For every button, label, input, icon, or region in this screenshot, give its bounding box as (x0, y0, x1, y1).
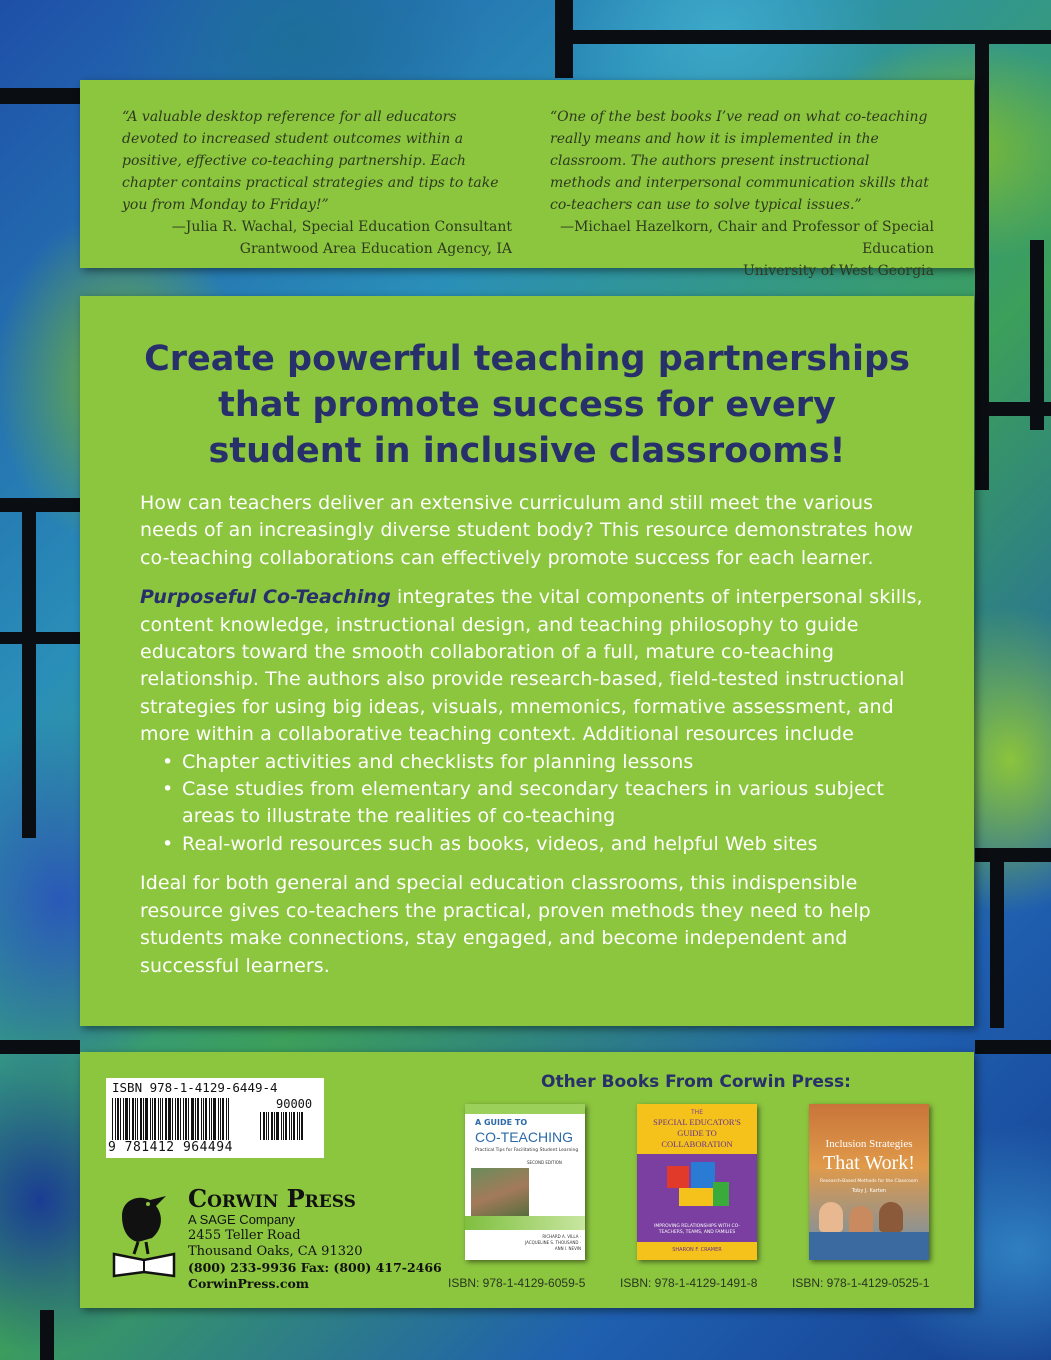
background-line (975, 30, 989, 490)
book-cover-subtitle: Research-Based Methods for the Classroom (820, 1179, 918, 1184)
barcode-bar (263, 1112, 265, 1140)
barcode-bar (289, 1112, 290, 1140)
price-code: 90000 (276, 1097, 313, 1111)
barcode-bar (276, 1112, 279, 1140)
book-cover-inclusion-strategies (809, 1104, 929, 1260)
barcode-bar (115, 1098, 116, 1140)
endorsement-2-attribution-line1: —Michael Hazelkorn, Chair and Professor of Special Education (560, 219, 934, 257)
other-books-heading: Other Books From Corwin Press: (541, 1072, 851, 1092)
endorsement-2-quote: “One of the best books I’ve read on what co-teaching really means and how it is implemented in the classroom. The authors present instructional methods and interpersonal communication skills that co-teachers can use to solve typical issues.” (550, 109, 929, 213)
book-cover-subtitle: IMPROVING RELATIONSHIPS WITH CO-TEACHERS, TEAMS, AND FAMILIES (654, 1224, 740, 1235)
barcode-bar (172, 1098, 173, 1140)
barcode-bar (228, 1098, 229, 1140)
barcode-bar (281, 1112, 282, 1140)
barcode-bar (205, 1098, 207, 1140)
endorsement-2-attribution-line2: University of West Georgia (742, 263, 934, 279)
barcode-bar (123, 1098, 124, 1140)
publisher-address-line1: 2455 Teller Road (188, 1228, 301, 1243)
paragraph-intro: How can teachers deliver an extensive curriculum and still meet the various needs of an increasingly diverse student body? This resource demonstrates how co-teaching collaborations can effectively promote success for each learner. (140, 492, 914, 569)
barcode-bar (222, 1098, 224, 1140)
endorsement-1-attribution-line1: —Julia R. Wachal, Special Education Consultant (171, 219, 512, 235)
barcode-bar (145, 1098, 148, 1140)
barcode-bar (185, 1098, 187, 1140)
ean-digits: 9 781412 964494 (108, 1140, 233, 1155)
book-cover-authors: SHARON F. CRAMER (672, 1247, 722, 1253)
barcode-bar (140, 1098, 142, 1140)
book-cover-authors: Toby J. Karten (851, 1188, 887, 1194)
endorsement-1-quote: “A valuable desktop reference for all educators devoted to increased student outcomes within a positive, effective co-teaching partnership. Each chapter contains practical strategies and tips to take you from Monday to Friday!” (122, 109, 499, 213)
publisher-info (188, 1186, 442, 1292)
paragraph-overview (140, 584, 930, 748)
book-cover-edition: SECOND EDITION (527, 1160, 562, 1165)
barcode-bar (260, 1112, 261, 1140)
headline-line2: that promote success for every (218, 385, 836, 425)
barcode-bar (143, 1098, 144, 1140)
barcode-bar (158, 1098, 159, 1140)
barcode-bar (297, 1112, 298, 1140)
barcode-bar (125, 1098, 128, 1140)
barcode-bar (195, 1098, 196, 1140)
paragraph-closing: Ideal for both general and special education classrooms, this indispensible resource gives co-teachers the practical, proven methods they need to help students make connections, stay engaged, and become independent and successful learners. (140, 872, 871, 977)
barcode-bar (203, 1098, 204, 1140)
barcode-bar (132, 1098, 134, 1140)
isbn-barcode (106, 1078, 324, 1158)
resources-list (140, 749, 930, 859)
barcode-bar (168, 1098, 171, 1140)
list-item: • Real-world resources such as books, videos, and helpful Web sites (162, 831, 930, 858)
barcode-addon (260, 1112, 318, 1140)
barcode-bar (218, 1098, 219, 1140)
publisher-address-line2: Thousand Oaks, CA 91320 (188, 1244, 363, 1259)
book-cover-title: CO-TEACHING (475, 1129, 573, 1145)
barcode-bar (154, 1098, 156, 1140)
background-line (0, 1040, 80, 1054)
headline-line3: student in inclusive classrooms! (208, 431, 846, 471)
background-line (0, 632, 80, 644)
barcode-bar (188, 1098, 189, 1140)
barcode-bar (191, 1098, 194, 1140)
barcode-bar (266, 1112, 267, 1140)
barcode-bar (299, 1112, 300, 1140)
crow-logo-icon (108, 1186, 180, 1278)
publisher-website: CorwinPress.com (188, 1276, 310, 1291)
barcode-bar (220, 1098, 221, 1140)
barcode-bar (117, 1098, 119, 1140)
book-cover-title: That Work! (823, 1152, 915, 1174)
barcode-bar (285, 1112, 287, 1140)
endorsements-panel (80, 80, 974, 279)
book-isbn: ISBN: 978-1-4129-1491-8 (620, 1276, 758, 1290)
background-line (0, 498, 80, 512)
barcode-bar (180, 1098, 181, 1140)
background-line (975, 848, 1051, 862)
background-line (990, 848, 1004, 1028)
barcode-bar (211, 1098, 212, 1140)
barcode-bar (183, 1098, 184, 1140)
barcode-bar (226, 1098, 227, 1140)
publisher-tagline: A SAGE Company (188, 1212, 295, 1227)
barcode-bar (175, 1098, 176, 1140)
book-cover-special-educator (637, 1104, 757, 1260)
endorsement-1-attribution-line2: Grantwood Area Education Agency, IA (239, 241, 512, 257)
book-cover-small-title: Inclusion Strategies (825, 1138, 913, 1150)
barcode-bar (283, 1112, 284, 1140)
barcode-bar (197, 1098, 199, 1140)
paragraph-overview-text: integrates the vital components of interpersonal skills, content knowledge, instructional design, and teaching philosophy to guide educators toward the smooth collaboration of a full, mature co-teaching relationship. The authors also provide research-based, field-tested instructional strategies for using big ideas, visuals, mnemonics, formative assessment, and more within a collaborative teaching context. Additional resources include (140, 586, 923, 746)
book-isbn: ISBN: 978-1-4129-6059-5 (448, 1276, 586, 1290)
barcode-main (112, 1098, 252, 1140)
barcode-bar (274, 1112, 275, 1140)
barcode-bar (177, 1098, 179, 1140)
barcode-bar (201, 1098, 202, 1140)
background-line (0, 88, 80, 104)
headline-line1: Create powerful teaching partnerships (144, 339, 910, 379)
barcode-bar (120, 1098, 121, 1140)
barcode-bar (112, 1098, 113, 1140)
barcode-bar (209, 1098, 210, 1140)
background-line (1030, 240, 1044, 430)
description-body (140, 490, 930, 980)
book-cover-authors: RICHARD A. VILLA · JACQUELINE S. THOUSAND · ANN I. NEVIN (525, 1234, 581, 1251)
isbn-label: ISBN 978-1-4129-6449-4 (112, 1080, 278, 1095)
barcode-bar (291, 1112, 292, 1140)
book-cover-small-title: THE (691, 1109, 703, 1116)
book-cover-title: SPECIAL EDUCATOR'S GUIDE TO COLLABORATION (653, 1117, 741, 1149)
barcode-bar (271, 1112, 273, 1140)
barcode-bar (152, 1098, 153, 1140)
endorsement-2 (550, 106, 934, 282)
barcode-bar (213, 1098, 216, 1140)
book-cover-coteaching (465, 1104, 585, 1260)
barcode-bar (150, 1098, 151, 1140)
book-cover-small-title: A GUIDE TO (475, 1118, 528, 1127)
publisher-phone: (800) 233-9936 Fax: (800) 417-2466 (188, 1260, 442, 1275)
background-line (22, 498, 36, 838)
background-line (40, 1310, 54, 1360)
description-panel (80, 296, 974, 1026)
barcode-bar (293, 1112, 295, 1140)
barcode-bar (160, 1098, 161, 1140)
barcode-bar (135, 1098, 136, 1140)
book-cover-subtitle: Practical Tips for Facilitating Student Learning (475, 1148, 579, 1153)
barcode-bar (165, 1098, 167, 1140)
book-isbn: ISBN: 978-1-4129-0525-1 (792, 1276, 930, 1290)
publisher-name: Corwin Press (188, 1184, 356, 1213)
barcode-bar (162, 1098, 163, 1140)
list-item: • Chapter activities and checklists for planning lessons (162, 749, 930, 776)
book-title: Purposeful Co-Teaching (140, 586, 391, 609)
barcode-bar (129, 1098, 130, 1140)
background-line (975, 1040, 1051, 1054)
bottom-panel (80, 1052, 974, 1308)
barcode-bar (137, 1098, 138, 1140)
endorsement-1 (122, 106, 512, 260)
barcode-bar (268, 1112, 269, 1140)
barcode-bar (301, 1112, 303, 1140)
headline (80, 336, 974, 474)
list-item: • Case studies from elementary and secondary teachers in various subject areas to illustrate the realities of co-teaching (162, 776, 930, 831)
